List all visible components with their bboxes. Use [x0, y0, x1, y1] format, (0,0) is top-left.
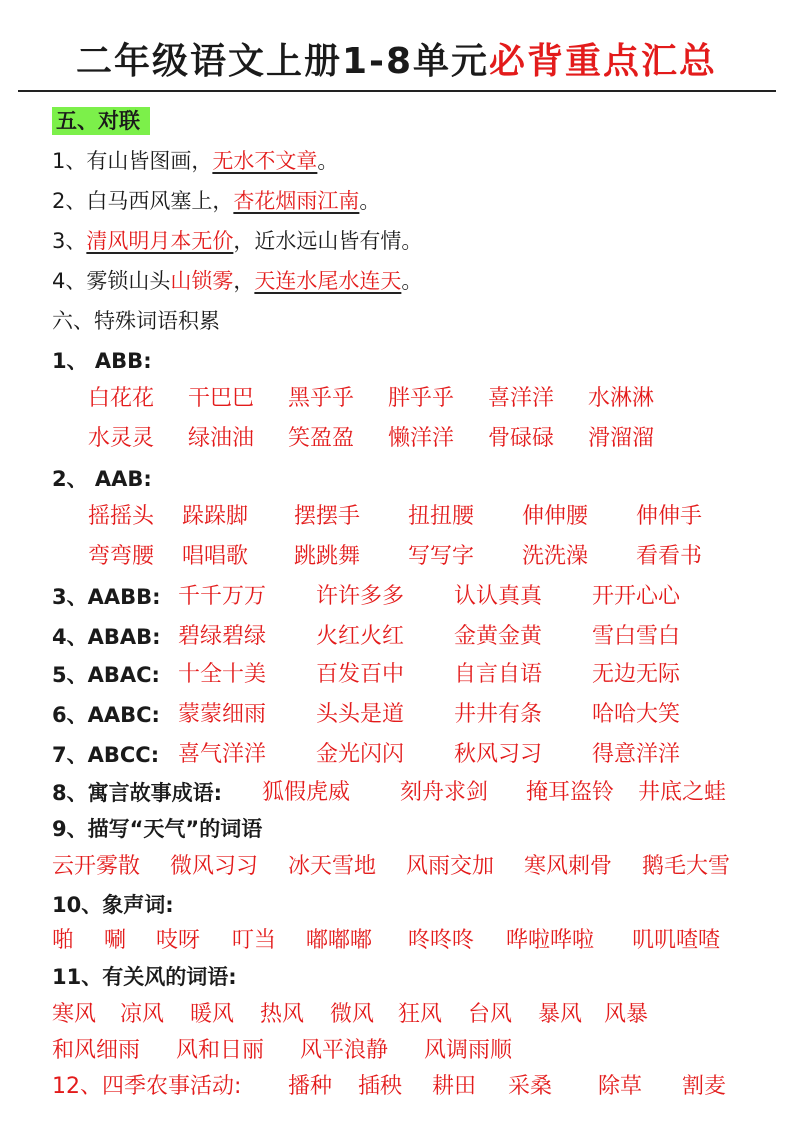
abab-word-4: 雪白雪白	[592, 624, 681, 649]
abac-word-4: 无边无际	[592, 662, 681, 687]
farm-word-3: 耕田	[432, 1074, 477, 1099]
aab-word-2-6: 看看书	[636, 544, 703, 569]
page-title	[0, 34, 793, 90]
aab-word-3: 摆摆手	[294, 504, 361, 529]
abb-word-2-2: 绿油油	[188, 426, 255, 451]
aab-word-5: 伸伸腰	[522, 504, 589, 529]
title-main: 二年级语文上册1-8单元	[75, 41, 490, 82]
abcc-word-3: 秋风习习	[454, 742, 543, 767]
aab-word-2-3: 跳跳舞	[294, 544, 361, 569]
wind-word-6: 狂风	[398, 1002, 443, 1027]
wind-word-2-1: 和风细雨	[52, 1038, 141, 1063]
onomat-word-2: 唰	[104, 928, 127, 953]
wind-label: 11、有关风的词语:	[52, 965, 237, 989]
abb-word-2-5: 骨碌碌	[488, 426, 555, 451]
weather-word-5: 寒风刺骨	[524, 854, 613, 879]
aabc-word-1: 蒙蒙细雨	[178, 702, 267, 727]
abb-word-2-4: 懒洋洋	[388, 426, 455, 451]
onomat-word-1: 啪	[52, 928, 75, 953]
onomat-word-7: 哗啦哗啦	[506, 928, 595, 953]
aab-word-2-4: 写写字	[408, 544, 475, 569]
abb-word-6: 水淋淋	[588, 386, 655, 411]
fable-label: 8、寓言故事成语:	[52, 781, 223, 805]
farm-word-1: 播种	[288, 1074, 333, 1099]
weather-word-6: 鹅毛大雪	[642, 854, 731, 879]
abb-word-4: 胖乎乎	[388, 386, 455, 411]
fable-word-2: 刻舟求剑	[400, 780, 489, 805]
abac-label: 5、ABAC:	[52, 663, 160, 687]
farm-word-5: 除草	[598, 1074, 643, 1099]
title-rule	[18, 90, 776, 92]
aabb-word-2: 许许多多	[316, 584, 405, 609]
abac-word-2: 百发百中	[316, 662, 405, 687]
title-highlight: 必背重点汇总	[489, 41, 718, 82]
couplet-4: 4、雾锁山头山锁雾，天连水尾水连天。	[52, 269, 423, 293]
couplet-2: 2、白马西风塞上，杏花烟雨江南。	[52, 189, 381, 213]
abab-word-2: 火红火红	[316, 624, 405, 649]
aab-word-1: 摇摇头	[88, 504, 155, 529]
section-5-heading: 五、对联	[52, 106, 150, 136]
section-6-heading: 六、特殊词语积累	[52, 309, 220, 333]
abcc-label: 7、ABCC:	[52, 743, 160, 767]
aabc-word-3: 井井有条	[454, 702, 543, 727]
fable-word-3: 掩耳盗铃	[526, 780, 615, 805]
aabb-word-4: 开开心心	[592, 584, 681, 609]
aabb-label: 3、AABB:	[52, 585, 161, 609]
onomat-word-5: 嘟嘟嘟	[306, 928, 373, 953]
abb-word-3: 黑乎乎	[288, 386, 355, 411]
wind-word-9: 风暴	[604, 1002, 649, 1027]
abb-word-2-1: 水灵灵	[88, 426, 155, 451]
abcc-word-4: 得意洋洋	[592, 742, 681, 767]
abb-word-1: 白花花	[88, 386, 155, 411]
onomat-word-4: 叮当	[232, 928, 277, 953]
abcc-word-1: 喜气洋洋	[178, 742, 267, 767]
farm-word-4: 采桑	[508, 1074, 553, 1099]
aabc-word-4: 哈哈大笑	[592, 702, 681, 727]
wind-word-1: 寒风	[52, 1002, 97, 1027]
couplet-1: 1、有山皆图画，无水不文章。	[52, 149, 339, 173]
farm-label: 12、四季农事活动:	[52, 1074, 242, 1099]
onomat-word-8: 叽叽喳喳	[632, 928, 721, 953]
abb-word-2-6: 滑溜溜	[588, 426, 655, 451]
aab-word-2-1: 弯弯腰	[88, 544, 155, 569]
wind-word-2-3: 风平浪静	[300, 1038, 389, 1063]
wind-word-2-4: 风调雨顺	[424, 1038, 513, 1063]
abcc-word-2: 金光闪闪	[316, 742, 405, 767]
abab-word-1: 碧绿碧绿	[178, 624, 267, 649]
wind-word-2: 凉风	[120, 1002, 165, 1027]
wind-word-3: 暖风	[190, 1002, 235, 1027]
farm-word-6: 割麦	[682, 1074, 727, 1099]
abab-word-3: 金黄金黄	[454, 624, 543, 649]
wind-word-4: 热风	[260, 1002, 305, 1027]
abb-word-2-3: 笑盈盈	[288, 426, 355, 451]
aab-word-2-5: 洗洗澡	[522, 544, 589, 569]
abb-word-2: 干巴巴	[188, 386, 255, 411]
wind-word-5: 微风	[330, 1002, 375, 1027]
aabb-word-1: 千千万万	[178, 584, 267, 609]
aabc-word-2: 头头是道	[316, 702, 405, 727]
onomat-label: 10、象声词:	[52, 893, 174, 917]
weather-word-3: 冰天雪地	[288, 854, 377, 879]
weather-word-2: 微风习习	[170, 854, 259, 879]
abab-label: 4、ABAB:	[52, 625, 161, 649]
aabb-word-3: 认认真真	[454, 584, 543, 609]
aab-word-6: 伸伸手	[636, 504, 703, 529]
aabc-label: 6、AABC:	[52, 703, 160, 727]
farm-word-2: 插秧	[358, 1074, 403, 1099]
aab-word-2: 跺跺脚	[182, 504, 249, 529]
aab-word-4: 扭扭腰	[408, 504, 475, 529]
abb-word-5: 喜洋洋	[488, 386, 555, 411]
weather-word-4: 风雨交加	[406, 854, 495, 879]
wind-word-8: 暴风	[538, 1002, 583, 1027]
fable-word-4: 井底之蛙	[638, 780, 727, 805]
abac-word-1: 十全十美	[178, 662, 267, 687]
aab-label: 2、 AAB:	[52, 467, 152, 491]
aab-word-2-2: 唱唱歌	[182, 544, 249, 569]
abb-label: 1、 ABB:	[52, 349, 152, 373]
abac-word-3: 自言自语	[454, 662, 543, 687]
weather-label: 9、描写“天气”的词语	[52, 817, 263, 841]
onomat-word-3: 吱呀	[156, 928, 201, 953]
fable-word-1: 狐假虎威	[262, 780, 351, 805]
onomat-word-6: 咚咚咚	[408, 928, 475, 953]
couplet-3: 3、清风明月本无价，近水远山皆有情。	[52, 229, 423, 253]
wind-word-2-2: 风和日丽	[176, 1038, 265, 1063]
weather-word-1: 云开雾散	[52, 854, 141, 879]
wind-word-7: 台风	[468, 1002, 513, 1027]
